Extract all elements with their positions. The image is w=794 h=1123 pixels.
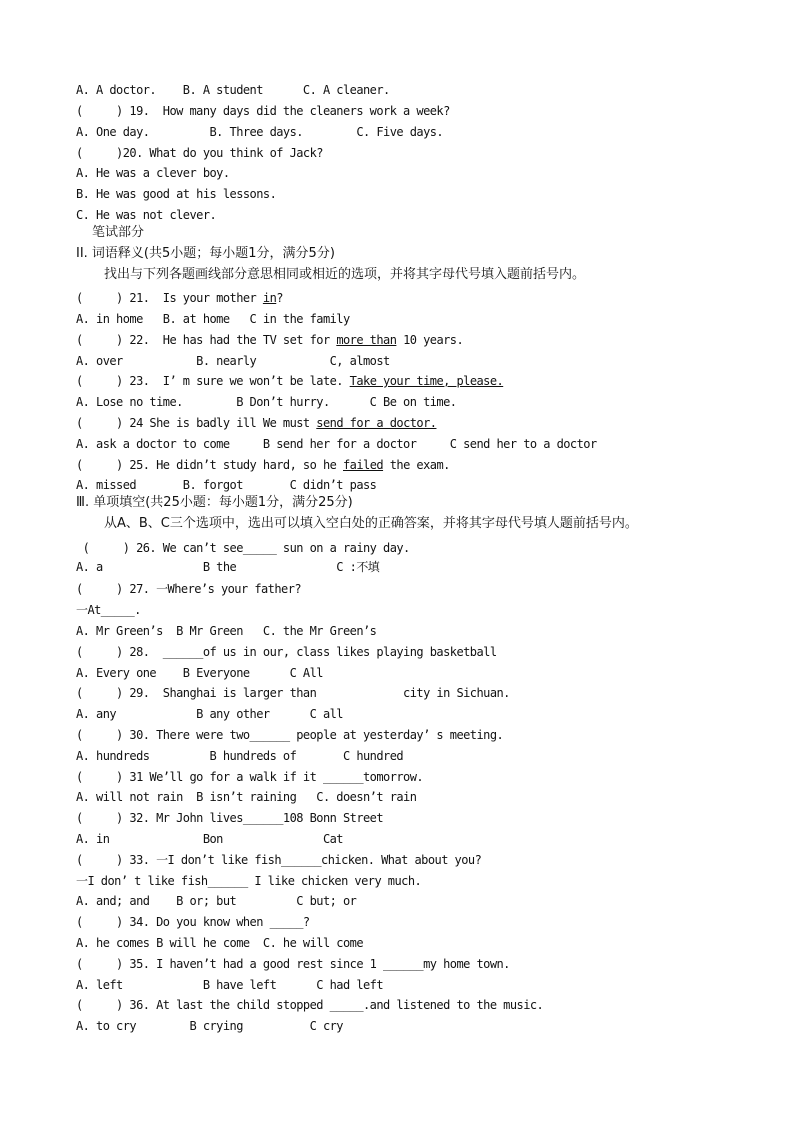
q35-question: ( ) 35. I haven’t had a good rest since 1 ______my home town. (76, 957, 510, 971)
q27-options: A. Mr Green’s B Mr Green C. the Mr Green’s (76, 624, 377, 638)
q27-question: ( ) 27. 一Where’s your father? (76, 582, 302, 596)
q20-option-c: C. He was not clever. (76, 208, 217, 222)
q18-options: A. A doctor. B. A student C. A cleaner. (76, 83, 390, 97)
q21-question: ( ) 21. Is your mother in? (76, 291, 283, 305)
section-iii-instructions: 从A、B、C三个选项中，选出可以填入空白处的正确答案，并将其字母代号填人题前括号内。 (104, 516, 638, 531)
q26-question: ( ) 26. We can’t see_____ sun on a rainy day. (76, 541, 410, 555)
q36-question: ( ) 36. At last the child stopped _____.and listened to the music. (76, 998, 544, 1012)
q24-question: ( ) 24 She is badly ill We must send for a doctor. (76, 416, 437, 430)
q33-answer-line: 一I don’ t like fish______ I like chicken very much. (76, 874, 422, 888)
q31-options: A. will not rain B isn’t raining C. doesn’t rain (76, 790, 417, 804)
q25-question: ( ) 25. He didn’t study hard, so he failed the exam. (76, 458, 450, 472)
section-ii-heading: II. 词语释义(共5小题；每小题1分，满分5分) (76, 246, 335, 261)
q23-question: ( ) 23. I’ m sure we won’t be late. Take your time, please. (76, 374, 504, 388)
q29-question: ( ) 29. Shanghai is larger than city in Sichuan. (76, 686, 510, 700)
q20-question: ( )20. What do you think of Jack? (76, 146, 323, 160)
q20-option-a: A. He was a clever boy. (76, 166, 230, 180)
q25-underlined: failed (343, 458, 384, 472)
q36-options: A. to cry B crying C cry (76, 1019, 343, 1033)
q24-options: A. ask a doctor to come B send her for a doctor C send her to a doctor (76, 437, 597, 451)
q23-underlined: Take your time, please. (349, 374, 504, 388)
section-ii-instructions: 找出与下列各题画线部分意思相同或相近的选项，并将其字母代号填入题前括号内。 (104, 267, 586, 282)
q25-options: A. missed B. forgot C didn’t pass (76, 478, 377, 492)
q33-question: ( ) 33. 一I don’t like fish______chicken. What about you? (76, 853, 482, 867)
q32-question: ( ) 32. Mr John lives______108 Bonn Street (76, 811, 384, 825)
q28-options: A. Every one B Everyone C All (76, 666, 323, 680)
q24-underlined: send for a doctor. (316, 416, 437, 430)
q19-options: A. One day. B. Three days. C. Five days. (76, 125, 444, 139)
q23-options: A. Lose no time. B Don’t hurry. C Be on time. (76, 395, 457, 409)
q27-answer-line: 一At_____. (76, 603, 141, 617)
q26-options: A. a B the C :不填 (76, 560, 380, 574)
q32-options: A. in Bon Cat (76, 832, 343, 846)
q21-underlined: in (262, 291, 277, 305)
written-part-heading: 笔试部分 (92, 225, 145, 240)
q22-question: ( ) 22. He has had the TV set for more than 10 years. (76, 333, 464, 347)
q21-options: A. in home B. at home C in the family (76, 312, 350, 326)
q28-question: ( ) 28. ______of us in our, class likes playing basketball (76, 645, 497, 659)
q29-options: A. any B any other C all (76, 707, 343, 721)
q22-options: A. over B. nearly C, almost (76, 354, 390, 368)
q19-question: ( ) 19. How many days did the cleaners work a week? (76, 104, 450, 118)
q20-option-b: B. He was good at his lessons. (76, 187, 277, 201)
q35-options: A. left B have left C had left (76, 978, 384, 992)
section-iii-heading: Ⅲ. 单项填空(共25小题：每小题1分，满分25分) (76, 495, 353, 510)
q22-underlined: more than (336, 333, 397, 347)
q34-options: A. he comes B will he come C. he will come (76, 936, 364, 950)
q31-question: ( ) 31 We’ll go for a walk if it ______tomorrow. (76, 770, 424, 784)
q30-question: ( ) 30. There were two______ people at yesterday’ s meeting. (76, 728, 504, 742)
q33-options: A. and; and B or; but C but; or (76, 894, 357, 908)
q30-options: A. hundreds B hundreds of C hundred (76, 749, 404, 763)
q34-question: ( ) 34. Do you know when _____? (76, 915, 310, 929)
